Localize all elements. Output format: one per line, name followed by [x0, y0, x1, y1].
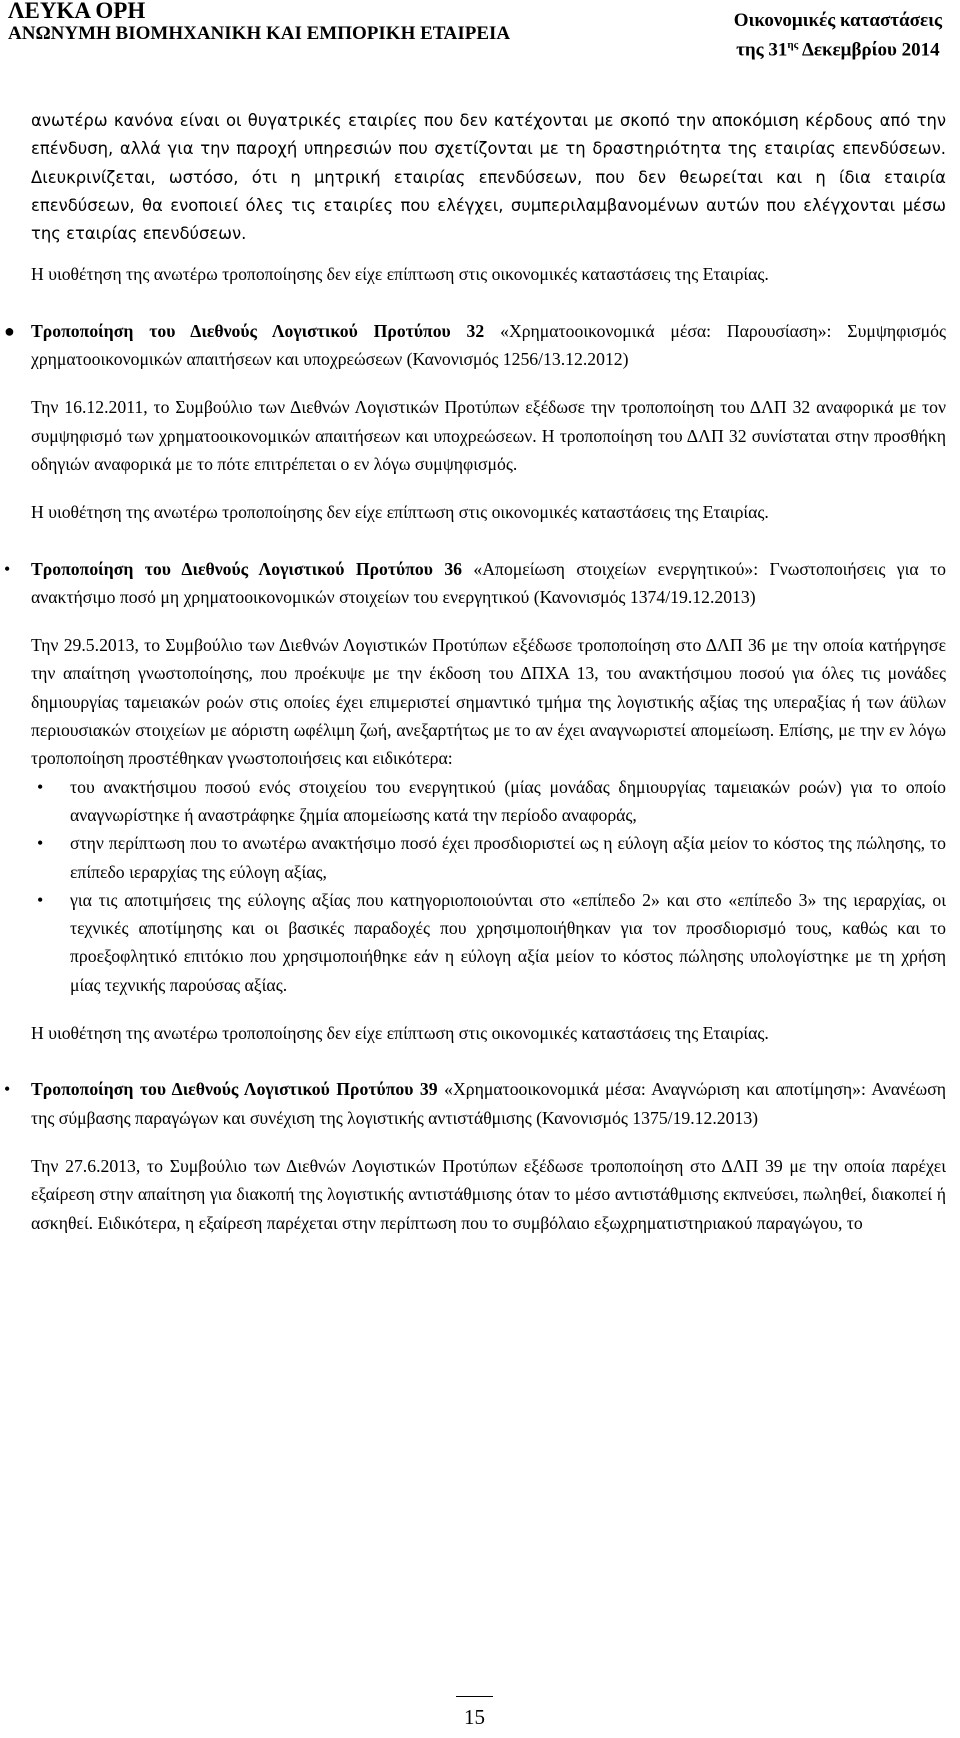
section-ias32: [4, 317, 946, 527]
section-heading: [31, 555, 946, 612]
page-header: [0, 0, 960, 72]
company-name: [8, 0, 510, 46]
bullet-icon: •: [37, 833, 44, 854]
intro-paragraph: ανωτέρω κανόνα είναι οι θυγατρικές εταιρίες που δεν κατέχονται με σκοπό την αποκόμιση κέρδους από την επένδυση, αλλά για την παροχή υπηρεσιών που σχετίζονται με τη δραστηριότητα της εταιρίας επενδύσεων. Διευκρινίζεται, ωστόσο, ότι η μητρική εταιρίας επενδύσεων, που δεν θεωρείται και η ίδια εταιρία επενδύσεων, θα ενοποιεί όλες τις εταιρίες που ελέγχει, συμπεριλαμβανομένων αυτών που ελέγχονται μέσω της εταιρίας επενδύσεων.: [31, 111, 946, 244]
section-heading-bold: Τροποποίηση του Διεθνούς Λογιστικού Προτύπου 36: [31, 558, 463, 579]
bullet-icon: ●: [4, 320, 15, 341]
no-impact-note: Η υιοθέτηση της ανωτέρω τροποποίησης δεν είχε επίπτωση στις οικονομικές καταστάσεις της Εταιρίας.: [31, 502, 769, 523]
no-impact-note: Η υιοθέτηση της ανωτέρω τροποποίησης δεν είχε επίπτωση στις οικονομικές καταστάσεις της Εταιρίας.: [31, 264, 769, 285]
document-title-text: Οικονομικές καταστάσεις: [733, 10, 942, 31]
company-name-line1: ΛΕΥΚΑ ΟΡΗ: [8, 0, 146, 23]
section-body: Την 16.12.2011, το Συμβούλιο των Διεθνών Λογιστικών Προτύπων εξέδωσε την τροποποίηση του ΔΛΠ 32 αναφορικά με τον συμψηφισμό των χρηματοοικονομικών απαιτήσεων και υποχρεώσεων. Η τροποποίηση του ΔΛΠ 32 συνίσταται στην προσθήκη οδηγιών αναφορικά με το πότε επιτρέπεται ο εν λόγω συμψηφισμός.: [31, 397, 946, 474]
no-impact-note: Η υιοθέτηση της ανωτέρω τροποποίησης δεν είχε επίπτωση στις οικονομικές καταστάσεις της Εταιρίας.: [31, 1023, 769, 1044]
bullet-icon: •: [37, 889, 44, 910]
page-number: 15: [464, 1705, 485, 1729]
section-ias39: [4, 1075, 946, 1236]
bullet-icon: •: [4, 558, 11, 579]
list-item: • για τις αποτιμήσεις της εύλογης αξίας που κατηγοριοποιούνται στο «επίπεδο 2» και στο «επίπεδο 3» της ιεραρχίας, οι τεχνικές αποτίμησης και οι βασικές παραδοχές που χρησιμοποιήθηκαν για τον προσδιορισμό τους, καθώς και το προεξοφλητικό επιτόκιο που χρησιμοποιήθηκε εάν η εύλογη αξία μείον το κόστος πώλησης υπολογίστηκε με τη χρήση μίας τεχνικής παρούσας αξίας.: [31, 886, 946, 999]
document-date: της $31^{\eta\varsigma}$ Δεκεμβρίου 2014: [736, 39, 940, 61]
section-body: Την 29.5.2013, το Συμβούλιο των Διεθνών Λογιστικών Προτύπων εξέδωσε τροποποίηση στο ΔΛΠ 36 με την οποία κατήργησε την απαίτηση γνωστοποίησης, που προέκυψε με την έκδοση του ΔΠΧΑ 13, του ανακτήσιμου ποσού για όλες τις μονάδες δημιουργίας ταμειακών ροών στις οποίες έχει επιμεριστεί σημαντικό τμήμα της λογιστικής αξίας της υπεραξίας ή των άϋλων περιουσιακών στοιχείων με αόριστη ωφέλιμη ζωή, ανεξαρτήτως με το αν έχει αναγνωριστεί απομείωση. Επίσης, με την εν λόγω τροποποίηση προστέθηκαν γνωστοποιήσεις και ειδικότερα:: [31, 635, 946, 769]
list-item: • στην περίπτωση που το ανωτέρω ανακτήσιμο ποσό έχει προσδιοριστεί ως η εύλογη αξία μείον το κόστος της πώλησης, το επίπεδο ιεραρχίας της εύλογη αξίας,: [31, 829, 946, 886]
bullet-icon: •: [4, 1079, 11, 1100]
section-ias36: [4, 555, 946, 1048]
document-title: [734, 0, 942, 62]
section-heading-rest: «Χρηματοοικονομικά μέσα: Αναγνώριση και αποτίμηση»: Ανανέωση της σύμβασης παραγώγων και συνέχιση της λογιστικής αντιστάθμισης (Κανονισμός 1375/19.12.2013): [31, 1079, 946, 1128]
section-heading-rest: «Χρηματοοικονομικά μέσα: Παρουσίαση»: Συμψηφισμός χρηματοοικονομικών απαιτήσεων και υποχρεώσεων (Κανονισμός 1256/13.12.2012): [31, 320, 946, 370]
section-heading: [31, 317, 946, 374]
list-item: • του ανακτήσιμου ποσού ενός στοιχείου του ενεργητικού (μίας μονάδας δημιουργίας ταμειακών ροών) για το οποίο αναγνωρίστηκε ή αναστράφηκε ζημία απομείωσης κατά την περίοδο αναφοράς,: [31, 773, 946, 830]
company-name-line2: ΑΝΩΝΥΜΗ ΒΙΟΜΗΧΑΝΙΚΗ ΚΑΙ ΕΜΠΟΡΙΚΗ ΕΤΑΙΡΕΙΑ: [8, 23, 511, 44]
page-body: [4, 107, 946, 1237]
footer-divider: [456, 1696, 493, 1697]
section-heading: [31, 1075, 946, 1132]
bullet-icon: •: [37, 776, 44, 797]
disclosure-list: [31, 773, 946, 999]
section-heading-bold: Τροποποίηση του Διεθνούς Λογιστικού Προτύπου 39: [31, 1079, 438, 1100]
section-body: Την 27.6.2013, το Συμβούλιο των Διεθνών Λογιστικών Προτύπων εξέδωσε τροποποίηση στο ΔΛΠ 39 με την οποία παρέχει εξαίρεση στην απαίτηση για διακοπή της λογιστικής αντιστάθμισης όταν το μέσο αντιστάθμισης εκπνεύσει, πωληθεί, διακοπεί ή ασκηθεί. Ειδικότερα, η εξαίρεση παρέχεται στην περίπτωση που το συμβόλαιο εξωχρηματιστηριακού παραγώγου, το: [31, 1155, 946, 1233]
section-heading-rest: «Απομείωση στοιχείων ενεργητικού»: Γνωστοποιήσεις για το ανακτήσιμο ποσό μη χρηματοοικονομικών στοιχείων του ενεργητικού (Κανονισμός 1374/19.12.2013): [31, 558, 946, 607]
section-heading-bold: Τροποποίηση του Διεθνούς Λογιστικού Προτύπου 32: [31, 320, 485, 341]
